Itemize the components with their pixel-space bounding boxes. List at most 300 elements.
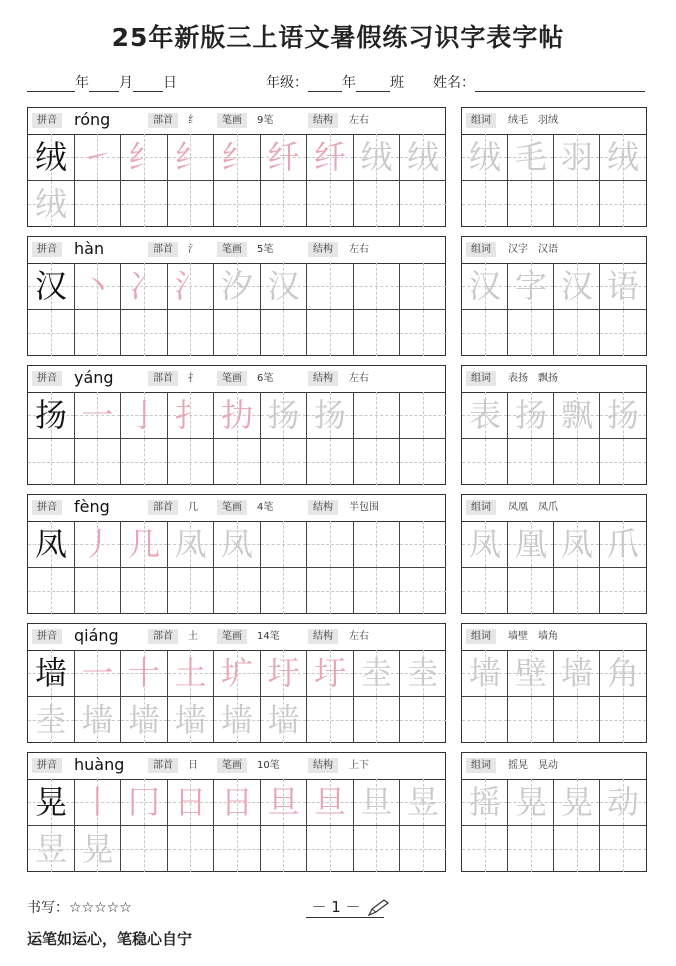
words-value: 汉字 汉语 xyxy=(508,244,558,255)
practice-cell[interactable] xyxy=(214,439,261,485)
stroke-step: 纟 xyxy=(220,138,253,176)
radical-tag: 部首 xyxy=(148,629,178,644)
pinyin-tag: 拼音 xyxy=(32,113,62,128)
word-cell[interactable] xyxy=(554,263,600,310)
word-header xyxy=(462,753,646,780)
words-tag: 组词 xyxy=(466,758,496,773)
practice-cell[interactable] xyxy=(121,134,168,181)
structure-tag: 结构 xyxy=(308,629,338,644)
words-value: 绒毛 羽绒 xyxy=(508,115,558,126)
practice-cell[interactable] xyxy=(307,134,354,181)
words-value: 墙壁 墙角 xyxy=(508,631,558,642)
stroke-step: 扐 xyxy=(220,396,253,434)
stroke-step: 丶 xyxy=(81,267,114,305)
stroke-step: 汐 xyxy=(220,267,253,305)
words-tag: 组词 xyxy=(466,629,496,644)
word-character: 扬 xyxy=(606,396,639,434)
practice-cell[interactable] xyxy=(400,310,446,356)
practice-cell[interactable] xyxy=(75,392,122,439)
word-cell[interactable] xyxy=(554,310,600,356)
practice-panel xyxy=(27,236,446,356)
word-cell[interactable] xyxy=(462,568,508,614)
word-header xyxy=(462,495,646,522)
structure-tag: 结构 xyxy=(308,758,338,773)
word-header xyxy=(462,624,646,651)
stroke-step: 日 xyxy=(220,783,253,821)
practice-cell[interactable] xyxy=(214,263,261,310)
trace-character: 墙 xyxy=(81,700,114,739)
word-cell[interactable] xyxy=(554,392,600,439)
practice-cell[interactable] xyxy=(261,263,308,310)
radical-tag: 部首 xyxy=(148,500,178,515)
stroke-step: 坴 xyxy=(406,654,439,692)
practice-cell[interactable] xyxy=(121,392,168,439)
char-info-header xyxy=(28,237,445,264)
practice-cell[interactable] xyxy=(400,568,446,614)
practice-cell[interactable] xyxy=(400,439,446,485)
practice-cell[interactable] xyxy=(168,181,215,227)
practice-cell[interactable] xyxy=(28,568,75,614)
word-cell[interactable] xyxy=(600,310,646,356)
strokes-tag: 笔画 xyxy=(217,371,247,386)
practice-cell[interactable] xyxy=(75,310,122,356)
practice-cell[interactable] xyxy=(121,650,168,697)
word-cell[interactable] xyxy=(462,826,508,872)
practice-cell[interactable] xyxy=(400,134,446,181)
structure-value: 半包围 xyxy=(349,502,379,513)
pinyin-tag: 拼音 xyxy=(32,629,62,644)
trace-character: 晃 xyxy=(81,829,114,868)
stroke-step: 土 xyxy=(174,654,207,692)
practice-cell[interactable] xyxy=(75,263,122,310)
pinyin-tag: 拼音 xyxy=(32,758,62,773)
page-title: 25年新版三上语文暑假练习识字表字帖 xyxy=(111,23,565,52)
writing-rating[interactable]: 书写：☆☆☆☆☆ xyxy=(27,900,132,916)
practice-cell[interactable] xyxy=(28,263,75,310)
practice-cell[interactable] xyxy=(400,697,446,743)
practice-cell[interactable] xyxy=(354,826,401,872)
practice-cell[interactable] xyxy=(214,134,261,181)
stroke-step: 旦 xyxy=(267,783,300,821)
practice-cell[interactable] xyxy=(214,310,261,356)
model-character: 扬 xyxy=(34,396,67,434)
word-character: 飘 xyxy=(560,396,593,434)
practice-cell[interactable] xyxy=(354,568,401,614)
word-panel xyxy=(461,494,647,614)
stroke-step: 氵 xyxy=(174,267,207,305)
words-value: 凤凰 凤爪 xyxy=(508,502,558,513)
character-block xyxy=(27,236,647,356)
practice-cell[interactable] xyxy=(261,650,308,697)
strokes-tag: 笔画 xyxy=(217,113,247,128)
stroke-step: 凤 xyxy=(220,525,253,563)
practice-cell[interactable] xyxy=(121,263,168,310)
word-character: 凤 xyxy=(560,525,593,563)
word-cell[interactable] xyxy=(600,568,646,614)
word-character: 汉 xyxy=(468,267,501,305)
practice-cell[interactable] xyxy=(121,826,168,872)
practice-cell[interactable] xyxy=(168,779,215,826)
practice-cell[interactable] xyxy=(168,650,215,697)
stroke-step: 昱 xyxy=(406,783,439,821)
practice-cell[interactable] xyxy=(121,521,168,568)
words-value: 表扬 飘扬 xyxy=(508,373,558,384)
radical-value: 纟 xyxy=(188,115,198,126)
name-field[interactable]: 姓名： xyxy=(433,72,645,92)
model-character: 墙 xyxy=(34,654,67,692)
radical-tag: 部首 xyxy=(148,242,178,257)
practice-cell[interactable] xyxy=(168,263,215,310)
practice-cell[interactable] xyxy=(400,826,446,872)
practice-cell[interactable] xyxy=(261,568,308,614)
practice-cell[interactable] xyxy=(261,439,308,485)
word-cell[interactable] xyxy=(600,134,646,181)
practice-cell[interactable] xyxy=(354,521,401,568)
word-cell[interactable] xyxy=(508,181,554,227)
word-panel xyxy=(461,365,647,485)
word-header xyxy=(462,108,646,135)
strokes-tag: 笔画 xyxy=(217,629,247,644)
date-field[interactable]: 年 月 日 xyxy=(27,72,177,92)
practice-cell[interactable] xyxy=(214,826,261,872)
word-cell[interactable] xyxy=(462,697,508,743)
word-cell[interactable] xyxy=(462,310,508,356)
practice-cell[interactable] xyxy=(121,697,168,743)
practice-cell[interactable] xyxy=(121,310,168,356)
structure-tag: 结构 xyxy=(308,500,338,515)
practice-cell[interactable] xyxy=(354,181,401,227)
practice-cell[interactable] xyxy=(400,392,446,439)
practice-cell[interactable] xyxy=(214,181,261,227)
practice-cell[interactable] xyxy=(168,439,215,485)
strokes-tag: 笔画 xyxy=(217,758,247,773)
word-cell[interactable] xyxy=(462,263,508,310)
practice-cell[interactable] xyxy=(307,650,354,697)
stroke-step: 一 xyxy=(81,654,114,692)
practice-cell[interactable] xyxy=(121,779,168,826)
practice-cell[interactable] xyxy=(168,826,215,872)
word-cell[interactable] xyxy=(600,521,646,568)
practice-cell[interactable] xyxy=(28,439,75,485)
strokes-value: 10笔 xyxy=(257,760,280,771)
practice-cell[interactable] xyxy=(28,392,75,439)
radical-value: 扌 xyxy=(188,373,198,384)
word-character: 墙 xyxy=(560,654,593,692)
character-block xyxy=(27,752,647,872)
radical-tag: 部首 xyxy=(148,758,178,773)
practice-cell[interactable] xyxy=(307,568,354,614)
char-info-header xyxy=(28,753,445,780)
model-character: 汉 xyxy=(34,267,67,305)
pinyin-tag: 拼音 xyxy=(32,500,62,515)
word-cell[interactable] xyxy=(508,697,554,743)
practice-cell[interactable] xyxy=(400,263,446,310)
pencil-icon xyxy=(366,899,390,917)
word-character: 摇 xyxy=(468,783,501,821)
practice-cell[interactable] xyxy=(75,439,122,485)
practice-cell[interactable] xyxy=(307,310,354,356)
stroke-step: 坴 xyxy=(360,654,393,692)
word-cell[interactable] xyxy=(508,439,554,485)
practice-cell[interactable] xyxy=(307,826,354,872)
word-cell[interactable] xyxy=(554,134,600,181)
word-cell[interactable] xyxy=(600,650,646,697)
structure-tag: 结构 xyxy=(308,242,338,257)
practice-panel xyxy=(27,107,446,227)
practice-cell[interactable] xyxy=(75,826,122,872)
structure-value: 左右 xyxy=(349,631,369,642)
word-cell[interactable] xyxy=(508,263,554,310)
practice-cell[interactable] xyxy=(307,521,354,568)
practice-cell[interactable] xyxy=(214,392,261,439)
model-character: 凤 xyxy=(34,525,67,563)
practice-cell[interactable] xyxy=(75,134,122,181)
practice-cell[interactable] xyxy=(28,779,75,826)
radical-value: 日 xyxy=(188,760,198,771)
practice-cell[interactable] xyxy=(261,521,308,568)
word-character: 字 xyxy=(514,267,547,305)
word-character: 凤 xyxy=(468,525,501,563)
word-cell[interactable] xyxy=(508,568,554,614)
practice-cell[interactable] xyxy=(400,521,446,568)
practice-cell[interactable] xyxy=(354,697,401,743)
trace-character: 墙 xyxy=(127,700,160,739)
practice-panel xyxy=(27,365,446,485)
practice-panel xyxy=(27,494,446,614)
word-cell[interactable] xyxy=(554,439,600,485)
word-cell[interactable] xyxy=(600,697,646,743)
word-cell[interactable] xyxy=(462,392,508,439)
stroke-step: 绒 xyxy=(406,138,439,176)
word-cell[interactable] xyxy=(462,181,508,227)
word-cell[interactable] xyxy=(462,439,508,485)
word-cell[interactable] xyxy=(554,181,600,227)
word-cell[interactable] xyxy=(600,263,646,310)
star-rating: ☆☆☆☆☆ xyxy=(69,900,132,916)
header-info-row xyxy=(0,72,676,94)
word-cell[interactable] xyxy=(600,181,646,227)
stroke-step: 汉 xyxy=(267,267,300,305)
word-cell[interactable] xyxy=(462,650,508,697)
practice-cell[interactable] xyxy=(28,826,75,872)
word-cell[interactable] xyxy=(462,521,508,568)
stroke-step: 冂 xyxy=(127,783,160,821)
practice-cell[interactable] xyxy=(75,181,122,227)
practice-cell[interactable] xyxy=(307,392,354,439)
practice-cell[interactable] xyxy=(75,521,122,568)
word-character: 动 xyxy=(606,783,639,821)
word-cell[interactable] xyxy=(508,392,554,439)
word-cell[interactable] xyxy=(600,392,646,439)
practice-cell[interactable] xyxy=(354,392,401,439)
word-character: 绒 xyxy=(606,138,639,176)
practice-cell[interactable] xyxy=(261,697,308,743)
practice-cell[interactable] xyxy=(121,439,168,485)
strokes-value: 9笔 xyxy=(257,115,274,126)
stroke-step: ㇀ xyxy=(81,138,114,176)
practice-cell[interactable] xyxy=(261,134,308,181)
stroke-step: 丿 xyxy=(81,525,114,563)
word-character: 毛 xyxy=(514,138,547,176)
word-character: 壁 xyxy=(514,654,547,692)
practice-cell[interactable] xyxy=(168,310,215,356)
practice-cell[interactable] xyxy=(354,134,401,181)
grade-field[interactable]: 年级： 年 班 xyxy=(266,75,404,91)
practice-cell[interactable] xyxy=(214,521,261,568)
word-cell[interactable] xyxy=(554,697,600,743)
stroke-step: 扌 xyxy=(174,396,207,434)
practice-cell[interactable] xyxy=(354,310,401,356)
practice-cell[interactable] xyxy=(75,568,122,614)
pinyin-value: qiáng xyxy=(74,626,119,645)
stroke-step: 纤 xyxy=(267,138,300,176)
practice-cell[interactable] xyxy=(307,697,354,743)
practice-cell[interactable] xyxy=(28,697,75,743)
practice-cell[interactable] xyxy=(307,779,354,826)
radical-value: 土 xyxy=(188,631,198,642)
word-character: 爪 xyxy=(606,525,639,563)
stroke-step: 亅 xyxy=(127,396,160,434)
character-block xyxy=(27,107,647,227)
practice-cell[interactable] xyxy=(168,568,215,614)
word-character: 角 xyxy=(606,654,639,692)
structure-value: 上下 xyxy=(349,760,369,771)
word-character: 扬 xyxy=(514,396,547,434)
practice-panel xyxy=(27,623,446,743)
word-cell[interactable] xyxy=(508,310,554,356)
practice-cell[interactable] xyxy=(75,779,122,826)
word-cell[interactable] xyxy=(462,779,508,826)
word-cell[interactable] xyxy=(508,779,554,826)
practice-cell[interactable] xyxy=(307,181,354,227)
word-character: 晃 xyxy=(514,783,547,821)
character-block xyxy=(27,365,647,485)
words-tag: 组词 xyxy=(466,500,496,515)
structure-value: 左右 xyxy=(349,373,369,384)
word-cell[interactable] xyxy=(600,439,646,485)
pinyin-value: hàn xyxy=(74,239,105,258)
trace-character: 墙 xyxy=(267,700,300,739)
practice-cell[interactable] xyxy=(214,779,261,826)
practice-cell[interactable] xyxy=(168,134,215,181)
pinyin-value: yáng xyxy=(74,368,114,387)
practice-cell[interactable] xyxy=(261,392,308,439)
practice-cell[interactable] xyxy=(28,134,75,181)
stroke-step: 绒 xyxy=(360,138,393,176)
stroke-step: 一 xyxy=(81,396,114,434)
word-cell[interactable] xyxy=(508,650,554,697)
trace-character: 绒 xyxy=(34,184,67,223)
strokes-tag: 笔画 xyxy=(217,500,247,515)
words-tag: 组词 xyxy=(466,371,496,386)
strokes-value: 5笔 xyxy=(257,244,274,255)
word-character: 墙 xyxy=(468,654,501,692)
practice-cell[interactable] xyxy=(168,521,215,568)
word-cell[interactable] xyxy=(554,568,600,614)
practice-cell[interactable] xyxy=(28,521,75,568)
word-character: 晃 xyxy=(560,783,593,821)
strokes-value: 14笔 xyxy=(257,631,280,642)
practice-cell[interactable] xyxy=(354,263,401,310)
word-cell[interactable] xyxy=(554,521,600,568)
practice-cell[interactable] xyxy=(75,697,122,743)
word-cell[interactable] xyxy=(508,134,554,181)
stroke-step: 扬 xyxy=(313,396,346,434)
word-cell[interactable] xyxy=(554,650,600,697)
practice-cell[interactable] xyxy=(28,181,75,227)
practice-cell[interactable] xyxy=(261,310,308,356)
practice-cell[interactable] xyxy=(214,568,261,614)
word-cell[interactable] xyxy=(462,134,508,181)
practice-cell[interactable] xyxy=(354,779,401,826)
word-character: 凰 xyxy=(514,525,547,563)
practice-cell[interactable] xyxy=(354,439,401,485)
stroke-step: 几 xyxy=(127,525,160,563)
radical-value: 几 xyxy=(188,502,198,513)
word-cell[interactable] xyxy=(554,779,600,826)
practice-cell[interactable] xyxy=(168,697,215,743)
practice-cell[interactable] xyxy=(354,650,401,697)
practice-cell[interactable] xyxy=(121,181,168,227)
practice-cell[interactable] xyxy=(121,568,168,614)
practice-cell[interactable] xyxy=(28,310,75,356)
stroke-step: 纤 xyxy=(313,138,346,176)
stroke-step: 纟 xyxy=(174,138,207,176)
trace-character: 墙 xyxy=(174,700,207,739)
radical-value: 氵 xyxy=(188,244,198,255)
pinyin-tag: 拼音 xyxy=(32,371,62,386)
word-character: 汉 xyxy=(560,267,593,305)
practice-cell[interactable] xyxy=(261,826,308,872)
words-value: 摇晃 晃动 xyxy=(508,760,558,771)
word-cell[interactable] xyxy=(554,826,600,872)
practice-cell[interactable] xyxy=(214,697,261,743)
stroke-step: 丨 xyxy=(81,783,114,821)
practice-cell[interactable] xyxy=(400,181,446,227)
practice-cell[interactable] xyxy=(400,650,446,697)
practice-cell[interactable] xyxy=(261,181,308,227)
word-cell[interactable] xyxy=(600,826,646,872)
structure-tag: 结构 xyxy=(308,113,338,128)
practice-cell[interactable] xyxy=(307,263,354,310)
practice-cell[interactable] xyxy=(214,650,261,697)
practice-cell[interactable] xyxy=(261,779,308,826)
char-info-header xyxy=(28,108,445,135)
trace-character: 墙 xyxy=(220,700,253,739)
practice-cell[interactable] xyxy=(400,779,446,826)
stroke-step: 凤 xyxy=(174,525,207,563)
word-panel xyxy=(461,236,647,356)
stroke-step: 旦 xyxy=(313,783,346,821)
stroke-step: 圩 xyxy=(313,654,346,692)
practice-cell[interactable] xyxy=(28,650,75,697)
word-character: 语 xyxy=(606,267,639,305)
model-character: 晃 xyxy=(34,783,67,821)
pinyin-value: róng xyxy=(74,110,111,129)
stroke-step: 扬 xyxy=(267,396,300,434)
char-info-header xyxy=(28,624,445,651)
word-cell[interactable] xyxy=(508,521,554,568)
pinyin-tag: 拼音 xyxy=(32,242,62,257)
structure-tag: 结构 xyxy=(308,371,338,386)
practice-cell[interactable] xyxy=(75,650,122,697)
word-character: 表 xyxy=(468,396,501,434)
word-cell[interactable] xyxy=(508,826,554,872)
practice-cell[interactable] xyxy=(307,439,354,485)
word-panel xyxy=(461,623,647,743)
word-cell[interactable] xyxy=(600,779,646,826)
practice-cell[interactable] xyxy=(168,392,215,439)
